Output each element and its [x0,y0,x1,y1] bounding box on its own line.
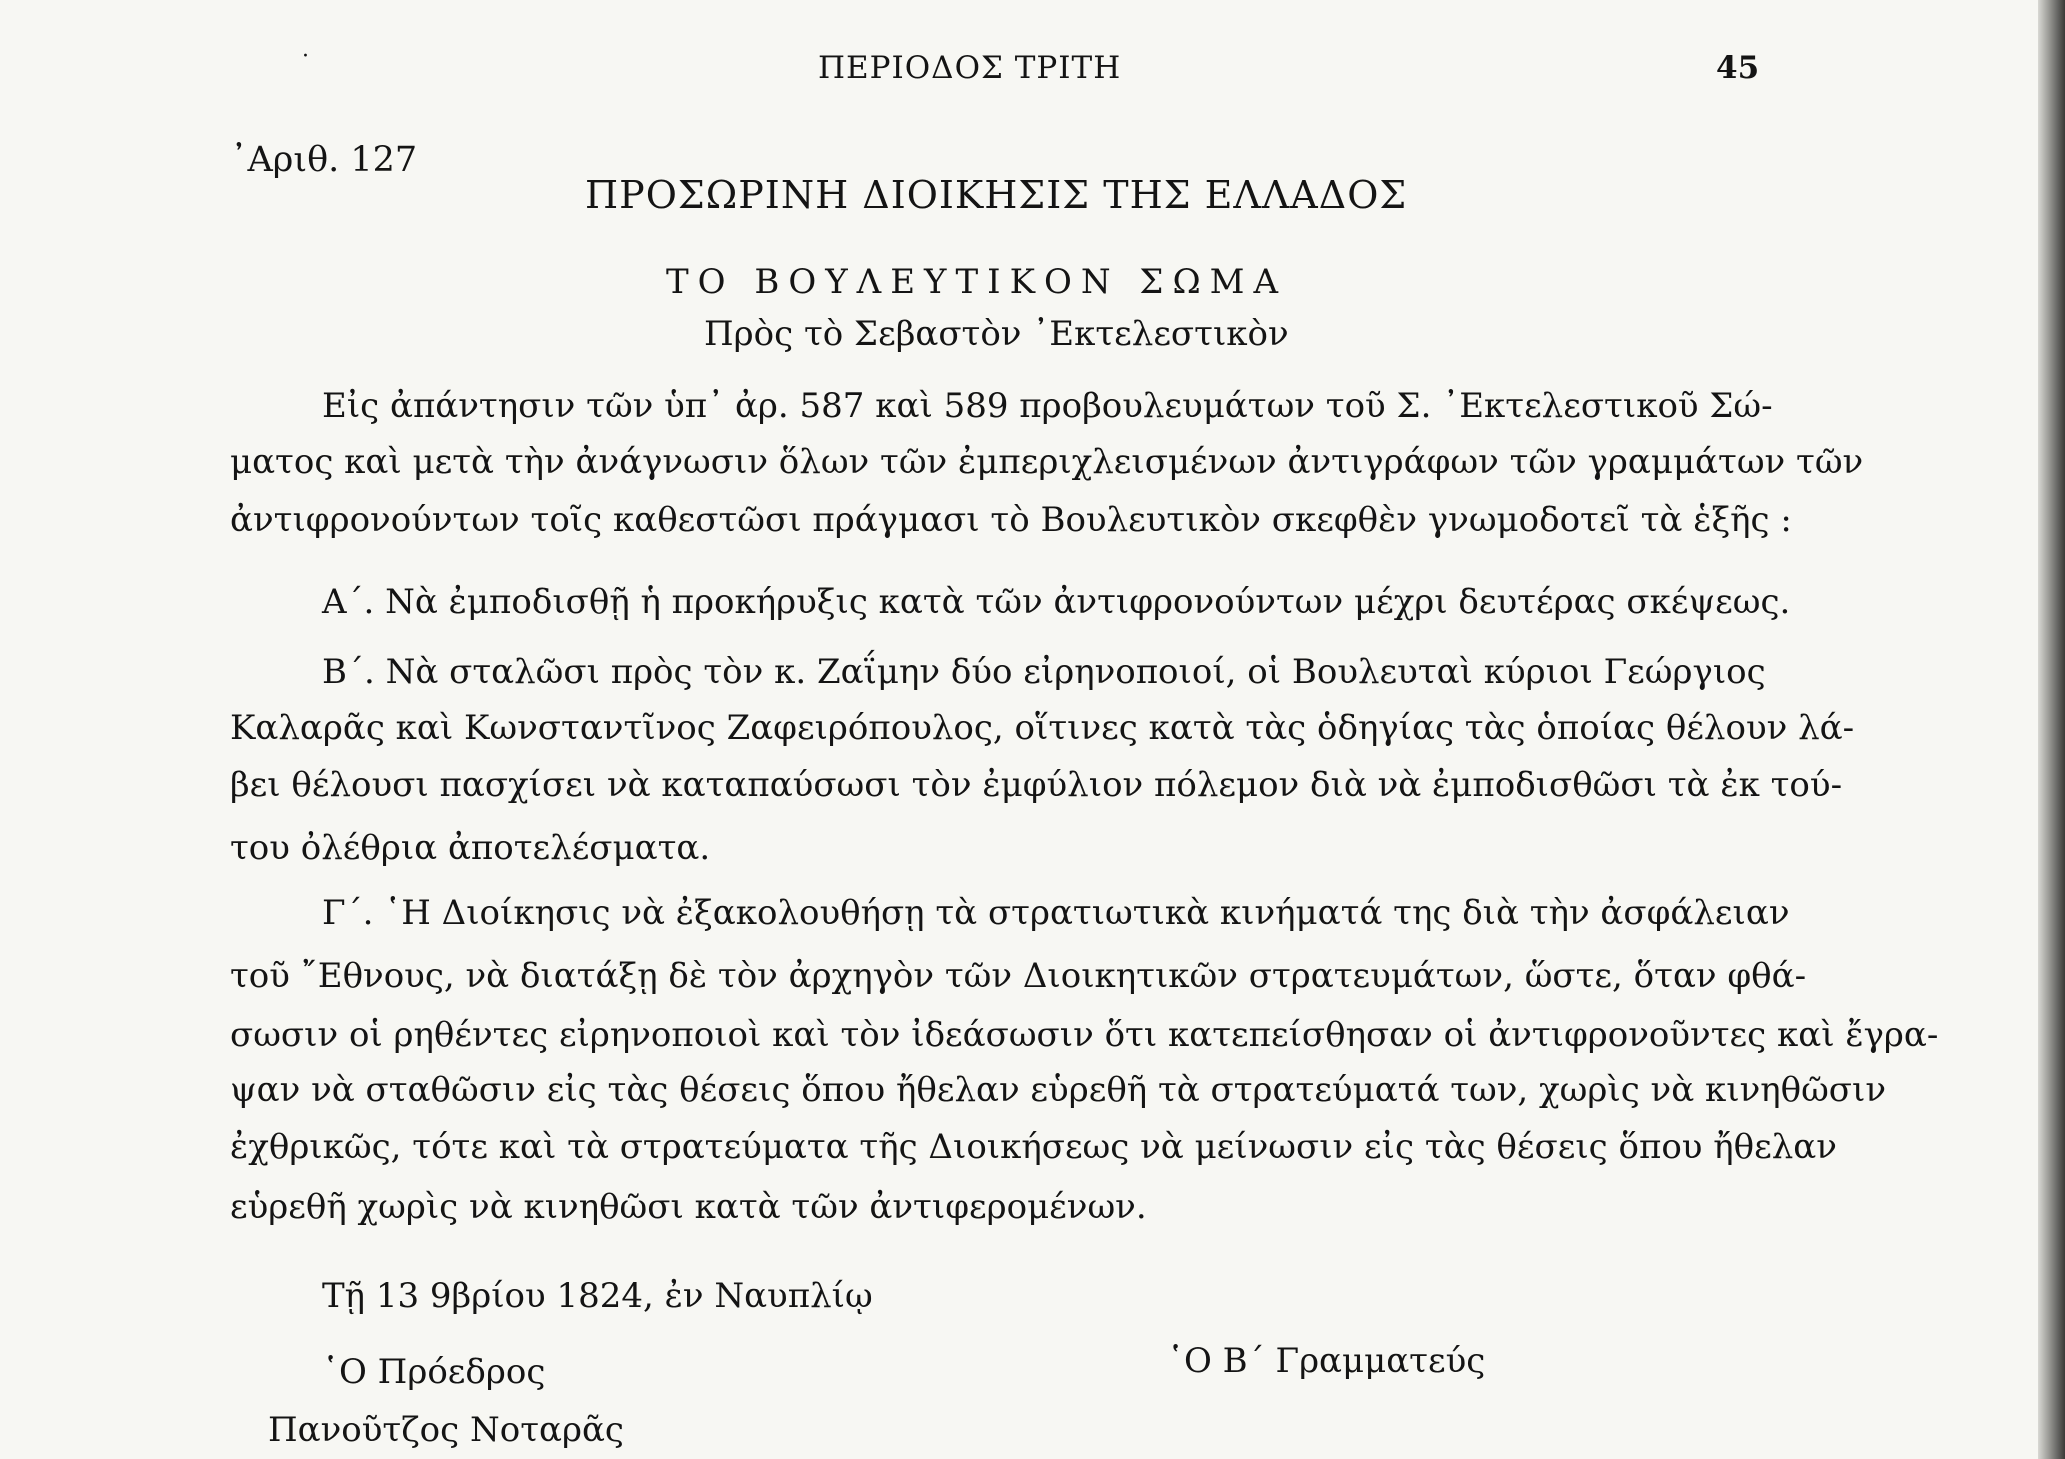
clause-b: Β΄. Νὰ σταλῶσι πρὸς τὸν κ. Ζαΐμην δύο εἰρηνοποιοί, οἱ Βουλευταὶ κύριοι Γεώργιος [322,652,1766,692]
document-number: ᾿Αριθ. 127 [230,140,418,180]
body-line: εὑρεθῆ χωρὶς νὰ κινηθῶσι κατὰ τῶν ἀντιφερομένων. [230,1187,1147,1227]
body-line: ἐχθρικῶς, τότε καὶ τὰ στρατεύματα τῆς Διοικήσεως νὰ μείνωσιν εἰς τὰς θέσεις ὅπου ἤθελαν [230,1127,1837,1167]
document-subtitle: ΤΟ ΒΟΥΛΕΥΤΙΚΟΝ ΣΩΜΑ [666,262,1288,302]
signatory-left-name: Πανοῦτζος Νοταρᾶς [268,1410,624,1450]
clause-a: Α΄. Νὰ ἐμποδισθῇ ἡ προκήρυξις κατὰ τῶν ἀντιφρονούντων μέχρι δευτέρας σκέψεως. [322,582,1791,622]
clause-c: Γ΄. ῾Η Διοίκησις νὰ ἐξακολουθήσῃ τὰ στρατιωτικὰ κινήματά της διὰ τὴν ἀσφάλειαν [322,893,1790,933]
body-line: Εἰς ἀπάντησιν τῶν ὑπ᾿ ἀρ. 587 καὶ 589 προβουλευμάτων τοῦ Σ. ᾿Εκτελεστικοῦ Σώ- [322,386,1773,426]
body-line: βει θέλουσι πασχίσει νὰ καταπαύσωσι τὸν ἐμφύλιον πόλεμον διὰ νὰ ἐμποδισθῶσι τὰ ἐκ τού- [230,765,1843,805]
date-place: Τῇ 13 9βρίου 1824, ἐν Ναυπλίῳ [322,1276,873,1316]
body-line: σωσιν οἱ ρηθέντες εἰρηνοποιοὶ καὶ τὸν ἰδεάσωσιν ὅτι κατεπείσθησαν οἱ ἀντιφρονοῦντες καὶ ἔγρα- [230,1015,1939,1055]
page-number: 45 [1716,50,1760,86]
body-line: ψαν νὰ σταθῶσιν εἰς τὰς θέσεις ὅπου ἤθελαν εὑρεθῆ τὰ στρατεύματά των, χωρὶς νὰ κινηθῶσιν [230,1070,1887,1110]
signatory-left-role: ῾Ο Πρόεδρος [322,1352,546,1392]
signatory-right-role: ῾Ο Β΄ Γραμματεύς [1167,1341,1486,1381]
body-line: ματος καὶ μετὰ τὴν ἀνάγνωσιν ὅλων τῶν ἐμπεριχλεισμένων ἀντιγράφων τῶν γραμμάτων τῶν [230,442,1864,482]
addressee: Πρὸς τὸ Σεβαστὸν ᾿Εκτελεστικὸν [704,314,1289,354]
body-line: Καλαρᾶς καὶ Κωνσταντῖνος Ζαφειρόπουλος, οἵτινες κατὰ τὰς ὁδηγίας τὰς ὁποίας θέλουν λά- [230,708,1855,748]
running-header: ΠΕΡΙΟΔΟΣ ΤΡΙΤΗ [818,50,1122,86]
body-line: του ὀλέθρια ἀποτελέσματα. [230,828,711,868]
body-line: ἀντιφρονούντων τοῖς καθεστῶσι πράγμασι τὸ Βουλευτικὸν σκεφθὲν γνωμοδοτεῖ τὰ ἑξῆς : [230,500,1792,540]
body-line: τοῦ ῎Εθνους, νὰ διατάξῃ δὲ τὸν ἀρχηγὸν τῶν Διοικητικῶν στρατευμάτων, ὥστε, ὅταν φθά- [230,956,1807,996]
binding-edge [2038,0,2065,1459]
margin-mark: · [302,44,309,69]
document-title: ΠΡΟΣΩΡΙΝΗ ΔΙΟΙΚΗΣΙΣ ΤΗΣ ΕΛΛΑΔΟΣ [585,173,1408,217]
